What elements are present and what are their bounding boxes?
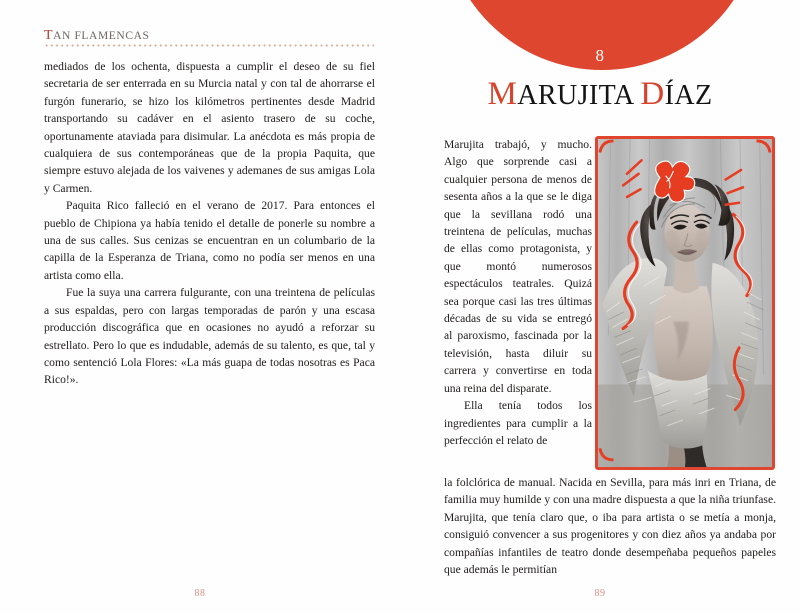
left-page-body (44, 58, 375, 389)
chapter-photo (595, 136, 775, 470)
paragraph: mediados de los ochenta, dispuesta a cumplir el deseo de su fiel secretaria de ser enterrada en su Murcia natal y con tal de ahorrarse el furgón funerario, se hizo los kilómetros pertinentes desde Madrid transportando su cadáver en el asiento trasero de su coche, oportunamente ataviada para disimular. La anécdota es más propia de cualquiera de sus contemporáneas que de la propia Paquita, que siempre estuvo alejada de los vaivenes y ademanes de sus amigas Lola y Carmen. (44, 60, 375, 195)
chapter-number: 8 (595, 46, 605, 65)
chapter-title-cap-2: D (640, 76, 665, 112)
running-head (44, 28, 150, 44)
paragraph: Paquita Rico falleció en el verano de 2017. Para entonces el pueblo de Chipiona ya había tenido el detalle de ponerle su nombre a una de sus calles. Sus cenizas se encuentran en un columbario de la capilla de la Esperanza de Triana, como no podía ser menos en una artista como ella. (44, 199, 375, 282)
header-dotted-rule (44, 44, 374, 47)
running-head-text: AN FLAMENCAS (53, 30, 150, 42)
right-page-wide-column (444, 474, 776, 578)
chapter-title (400, 78, 800, 112)
photo-illustration-svg (598, 139, 772, 467)
page-number-right: 89 (594, 588, 606, 599)
paragraph: Marujita trabajó, y mucho. Algo que sorprende casi a cualquier persona de menos de sesenta años a la que se le diga que la sevillana rodó una treintena de películas, muchas de ellas como protagonista, y que montó numerosos espectáculos teatrales. Quizá sea porque casi las tres últimas décadas de su vida se entregó al paroxismo, fascinada por la televisión, hasta diluir su carrera y convertirse en toda una reina del disparate. (444, 138, 592, 395)
right-page-narrow-column (444, 136, 592, 449)
paragraph: la folclórica de manual. Nacida en Sevilla, para más inri en Triana, de familia muy humilde y con una madre dispuesta a que la niña triunfase. Marujita, que tenía claro que, o iba para artista o se metía a monja, consiguió convencer a sus progenitores y con diez años ya andaba por compañías infantiles de teatro donde desempeñaba pequeños papeles que además le permitían (444, 476, 776, 577)
running-head-initial: T (44, 28, 54, 43)
photo-image (598, 139, 772, 467)
page-number-left: 88 (194, 588, 206, 599)
chapter-title-rest-2: ÍAZ (664, 80, 713, 111)
chapter-title-cap-1: M (487, 76, 518, 112)
paragraph: Ella tenía todos los ingredientes para cumplir a la perfección el relato de (444, 399, 592, 447)
paragraph: Fue la suya una carrera fulgurante, con una treintena de películas a sus espaldas, pero con largas temporadas de parón y una escasa producción discográfica que en ocasiones no ayudó a reforzar su estrellato. Pero lo que es indudable, además de su talento, es que, tal y como sentenció Lola Flores: «La más guapa de todas nosotras es Paca Rico!». (44, 286, 375, 387)
chapter-title-rest-1: ARUJITA (517, 80, 633, 111)
